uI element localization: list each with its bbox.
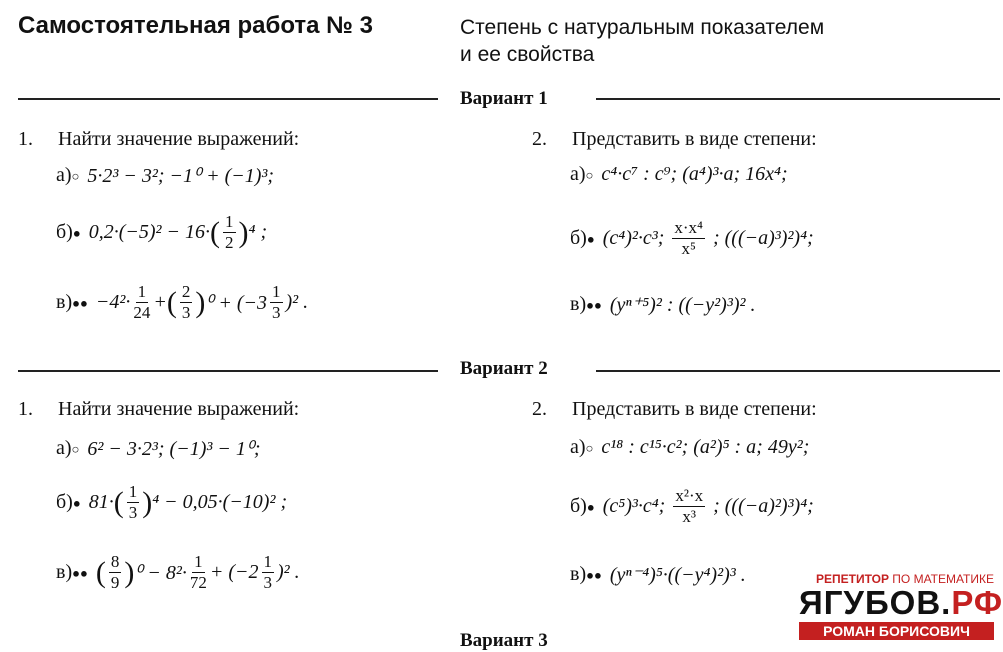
difficulty-marker-icon: ●● — [72, 565, 88, 581]
expression-part: 0,2·(−5)² − 16· — [88, 221, 211, 243]
v2-task2-item-a: а)○ c¹⁸ : c¹⁵·c²; (a²)⁵ : a; 49y²; — [570, 436, 810, 458]
v1-task2-heading: 2. Представить в виде степени: — [532, 128, 817, 150]
variant-2-label: Вариант 2 — [460, 358, 548, 379]
watermark-name: РОМАН БОРИСОВИЧ — [799, 622, 994, 640]
v1-task2-item-c: в)●● (yⁿ⁺⁵)² : ((−y²)³)² . — [570, 293, 756, 316]
divider-left-v1 — [18, 98, 438, 100]
v2-task1-item-a: а)○ 6² − 3·2³; (−1)³ − 1⁰; — [56, 437, 261, 460]
difficulty-marker-icon: ●● — [72, 295, 88, 311]
difficulty-marker-icon: ●● — [586, 567, 602, 583]
v1-task1-heading — [18, 128, 299, 151]
v1-task1-item-c: в)●● −4²· $\frac{1}{24}$ + ( $\frac{2}{3}$ ) ⁰ + (−3 $\frac{1}{3}$ )² . — [56, 282, 309, 322]
difficulty-marker-icon: ○ — [71, 441, 80, 457]
item-label: б) — [56, 221, 73, 243]
difficulty-marker-icon: ● — [586, 231, 595, 247]
variant-3-label-partial: Вариант 3 — [460, 630, 548, 651]
v1-task2-item-b: б)● (c⁴)²·c³; $\frac{\text{x·x⁴}}{\text{x⁵}}$ ; (((−a)³)²)⁴; — [570, 218, 814, 258]
divider-right-v1 — [596, 98, 1000, 100]
fraction: $\frac{8}{9}$ — [110, 552, 120, 592]
fraction: $\frac{1}{3}$ — [263, 552, 272, 592]
item-label: в) — [56, 291, 73, 313]
fraction: $\frac{1}{3}$ — [272, 282, 281, 322]
worksheet-topic — [460, 14, 960, 68]
fraction: $\frac{\text{x·x⁴}}{\text{x⁵}}$ — [674, 218, 703, 258]
fraction: $\frac{\text{x²·x}}{\text{x³}}$ — [675, 486, 704, 526]
v2-task2-heading: 2. Представить в виде степени: — [532, 398, 817, 420]
difficulty-marker-icon: ○ — [585, 440, 594, 456]
v2-task2-item-c: в)●● (yⁿ⁻⁴)⁵·((−y⁴)²)³ . — [570, 563, 746, 586]
fraction: $\frac{1}{24}$ — [133, 282, 151, 322]
difficulty-marker-icon: ● — [72, 495, 81, 511]
variant-1-label: Вариант 1 — [460, 88, 548, 109]
expression: 5·2³ − 3²; −1⁰ + (−1)³; — [87, 165, 275, 187]
fraction: $\frac{1}{72}$ — [189, 552, 207, 592]
difficulty-marker-icon: ● — [72, 225, 81, 241]
v1-task1-item-b: б)● 0,2·(−5)² − 16· ( $\frac{1}{2}$ ) ⁴ ; — [56, 212, 268, 252]
task-number: 1. — [18, 128, 33, 150]
watermark-site: ЯГУБОВ.РФ — [799, 584, 1003, 621]
expression-part: ⁴ ; — [248, 221, 268, 243]
v2-task1-item-c: в)●● ( $\frac{8}{9}$ ) ⁰ − 8²· $\frac{1}{72}$ + (−2 $\frac{1}{3}$ )² . — [56, 552, 300, 592]
difficulty-marker-icon: ○ — [71, 168, 80, 184]
item-label: а) — [56, 164, 72, 186]
divider-left-v2 — [18, 370, 438, 372]
difficulty-marker-icon: ○ — [585, 167, 594, 183]
v1-task2-item-a: а)○ c⁴·c⁷ : c⁹; (a⁴)³·a; 16x⁴; — [570, 163, 788, 185]
v1-task1-item-a — [56, 163, 274, 188]
worksheet-title: Самостоятельная работа № 3 — [18, 12, 373, 39]
watermark-logo — [799, 572, 1003, 640]
fraction: $\frac{2}{3}$ — [181, 282, 191, 322]
difficulty-marker-icon: ●● — [586, 297, 602, 313]
difficulty-marker-icon: ● — [586, 499, 595, 515]
topic-line-1: Степень с натуральным показателем — [460, 16, 825, 39]
v2-task1-item-b: б)● 81· ( $\frac{1}{3}$ ) ⁴ − 0,05·(−10)² ; — [56, 482, 288, 522]
v2-task2-item-b: б)● (c⁵)³·c⁴; $\frac{\text{x²·x}}{\text{x³}}$ ; (((−a)²)³)⁴; — [570, 486, 814, 526]
fraction: $\frac{1}{2}$ — [225, 212, 234, 252]
topic-line-2: и ее свойства — [460, 43, 595, 66]
fraction: $\frac{1}{3}$ — [128, 482, 138, 522]
divider-right-v2 — [596, 370, 1000, 372]
task-text: Найти значение выражений: — [58, 128, 300, 150]
v2-task1-heading: 1. Найти значение выражений: — [18, 398, 300, 420]
watermark-tagline: РЕПЕТИТОР ПО МАТЕМАТИКЕ — [815, 572, 994, 586]
